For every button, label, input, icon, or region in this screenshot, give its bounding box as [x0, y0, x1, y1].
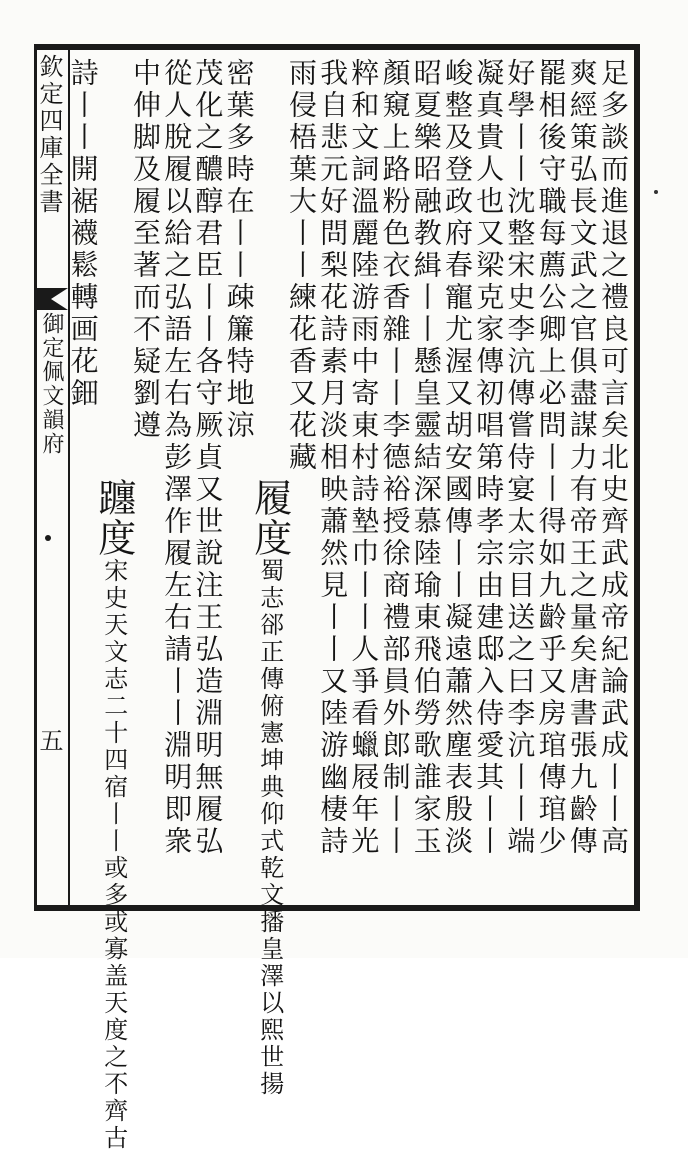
column-text: 峻整及登政府春寵尤渥又胡安國傳丨丨凝遠蕭然塵表殷淡 — [441, 58, 474, 858]
column-text: 中伸脚及履至著而不疑劉遵 — [129, 58, 162, 442]
text-column — [378, 58, 412, 898]
column-text: 粹和文詞溫麗陸游雨中寄東村詩墊巾丨丨人爭看蠟屐年光 — [347, 58, 381, 858]
column-text: 我自悲元好問梨花詩素月淡相映蕭然見丨丨又陸游幽棲詩 — [316, 58, 350, 858]
text-column — [565, 58, 599, 898]
text-column — [315, 58, 349, 898]
text-column — [596, 58, 630, 898]
column-text: 足多談而進退之禮良可言矣北史齊武成帝紀論武成丨丨高 — [597, 58, 630, 858]
column-text: 茂化之醲醇君臣丨丨各守厥貞又世說注王弘造淵明無履弘 — [191, 58, 225, 858]
entry-citation: 宋史天文志二十四宿丨丨或多或寡盖天度之不齊古 — [99, 558, 128, 1152]
column-text: 詩丨丨開裾襪鬆轉画花鈿 — [66, 58, 100, 410]
column-text: 好學丨丨沈整宋史李沆傳嘗侍宴太宗目送之曰李沆丨丨端 — [503, 58, 537, 858]
page-number: 五 — [35, 728, 63, 752]
frame-border-top — [34, 44, 640, 50]
text-column — [66, 58, 100, 898]
text-column — [502, 58, 536, 898]
entry-citation: 蜀志郤正傳俯憲坤典仰式乾文播皇澤以熙世揚 — [255, 558, 284, 1098]
entry-heading: 躔度 — [91, 478, 136, 558]
column-text: 罷相後守職每薦公卿上必問丨丨得如九齡乎又房琯傳琯少 — [534, 58, 568, 858]
column-text: 凝真貴人也又梁克家傳初唱第時孝宗由建邸入侍愛其丨丨 — [472, 58, 506, 858]
text-column — [409, 58, 443, 898]
section-title: 御定佩文韻府 — [39, 312, 64, 456]
ink-speck — [654, 190, 658, 194]
text-column — [190, 58, 224, 898]
column-text: 昭夏樂昭融教緝丨丨懸皇靈結深慕陸瑜東飛伯勞歌誰家玉 — [409, 58, 443, 858]
fish-tail-mark — [34, 288, 68, 310]
text-column — [91, 58, 136, 1152]
text-column — [440, 58, 474, 898]
column-text: 顏窺上路粉色衣香雜丨丨李德裕授徐商禮部員外郎制丨丨 — [378, 58, 412, 858]
text-column — [159, 58, 193, 898]
entry-heading: 履度 — [247, 478, 292, 558]
text-column — [346, 58, 380, 898]
column-text: 雨侵梧葉大丨丨練花香又花藏 — [285, 58, 318, 474]
margin-dot-mark — [45, 535, 51, 541]
text-column — [471, 58, 505, 898]
column-text: 爽經䇿弘長文武之官俱盡謀力有帝王之量矣唐書張九齡傳 — [565, 58, 599, 858]
book-title: 欽定四庫全書 — [35, 54, 63, 216]
text-column — [222, 58, 256, 898]
column-text: 從人脫履以給之弘語左右為彭澤作履左右請丨丨淵明即衆 — [160, 58, 194, 858]
text-column — [247, 58, 292, 1098]
column-text: 密葉多時在丨丨疎簾特地涼 — [222, 58, 256, 442]
frame-border-right — [634, 44, 640, 911]
text-column — [534, 58, 568, 898]
